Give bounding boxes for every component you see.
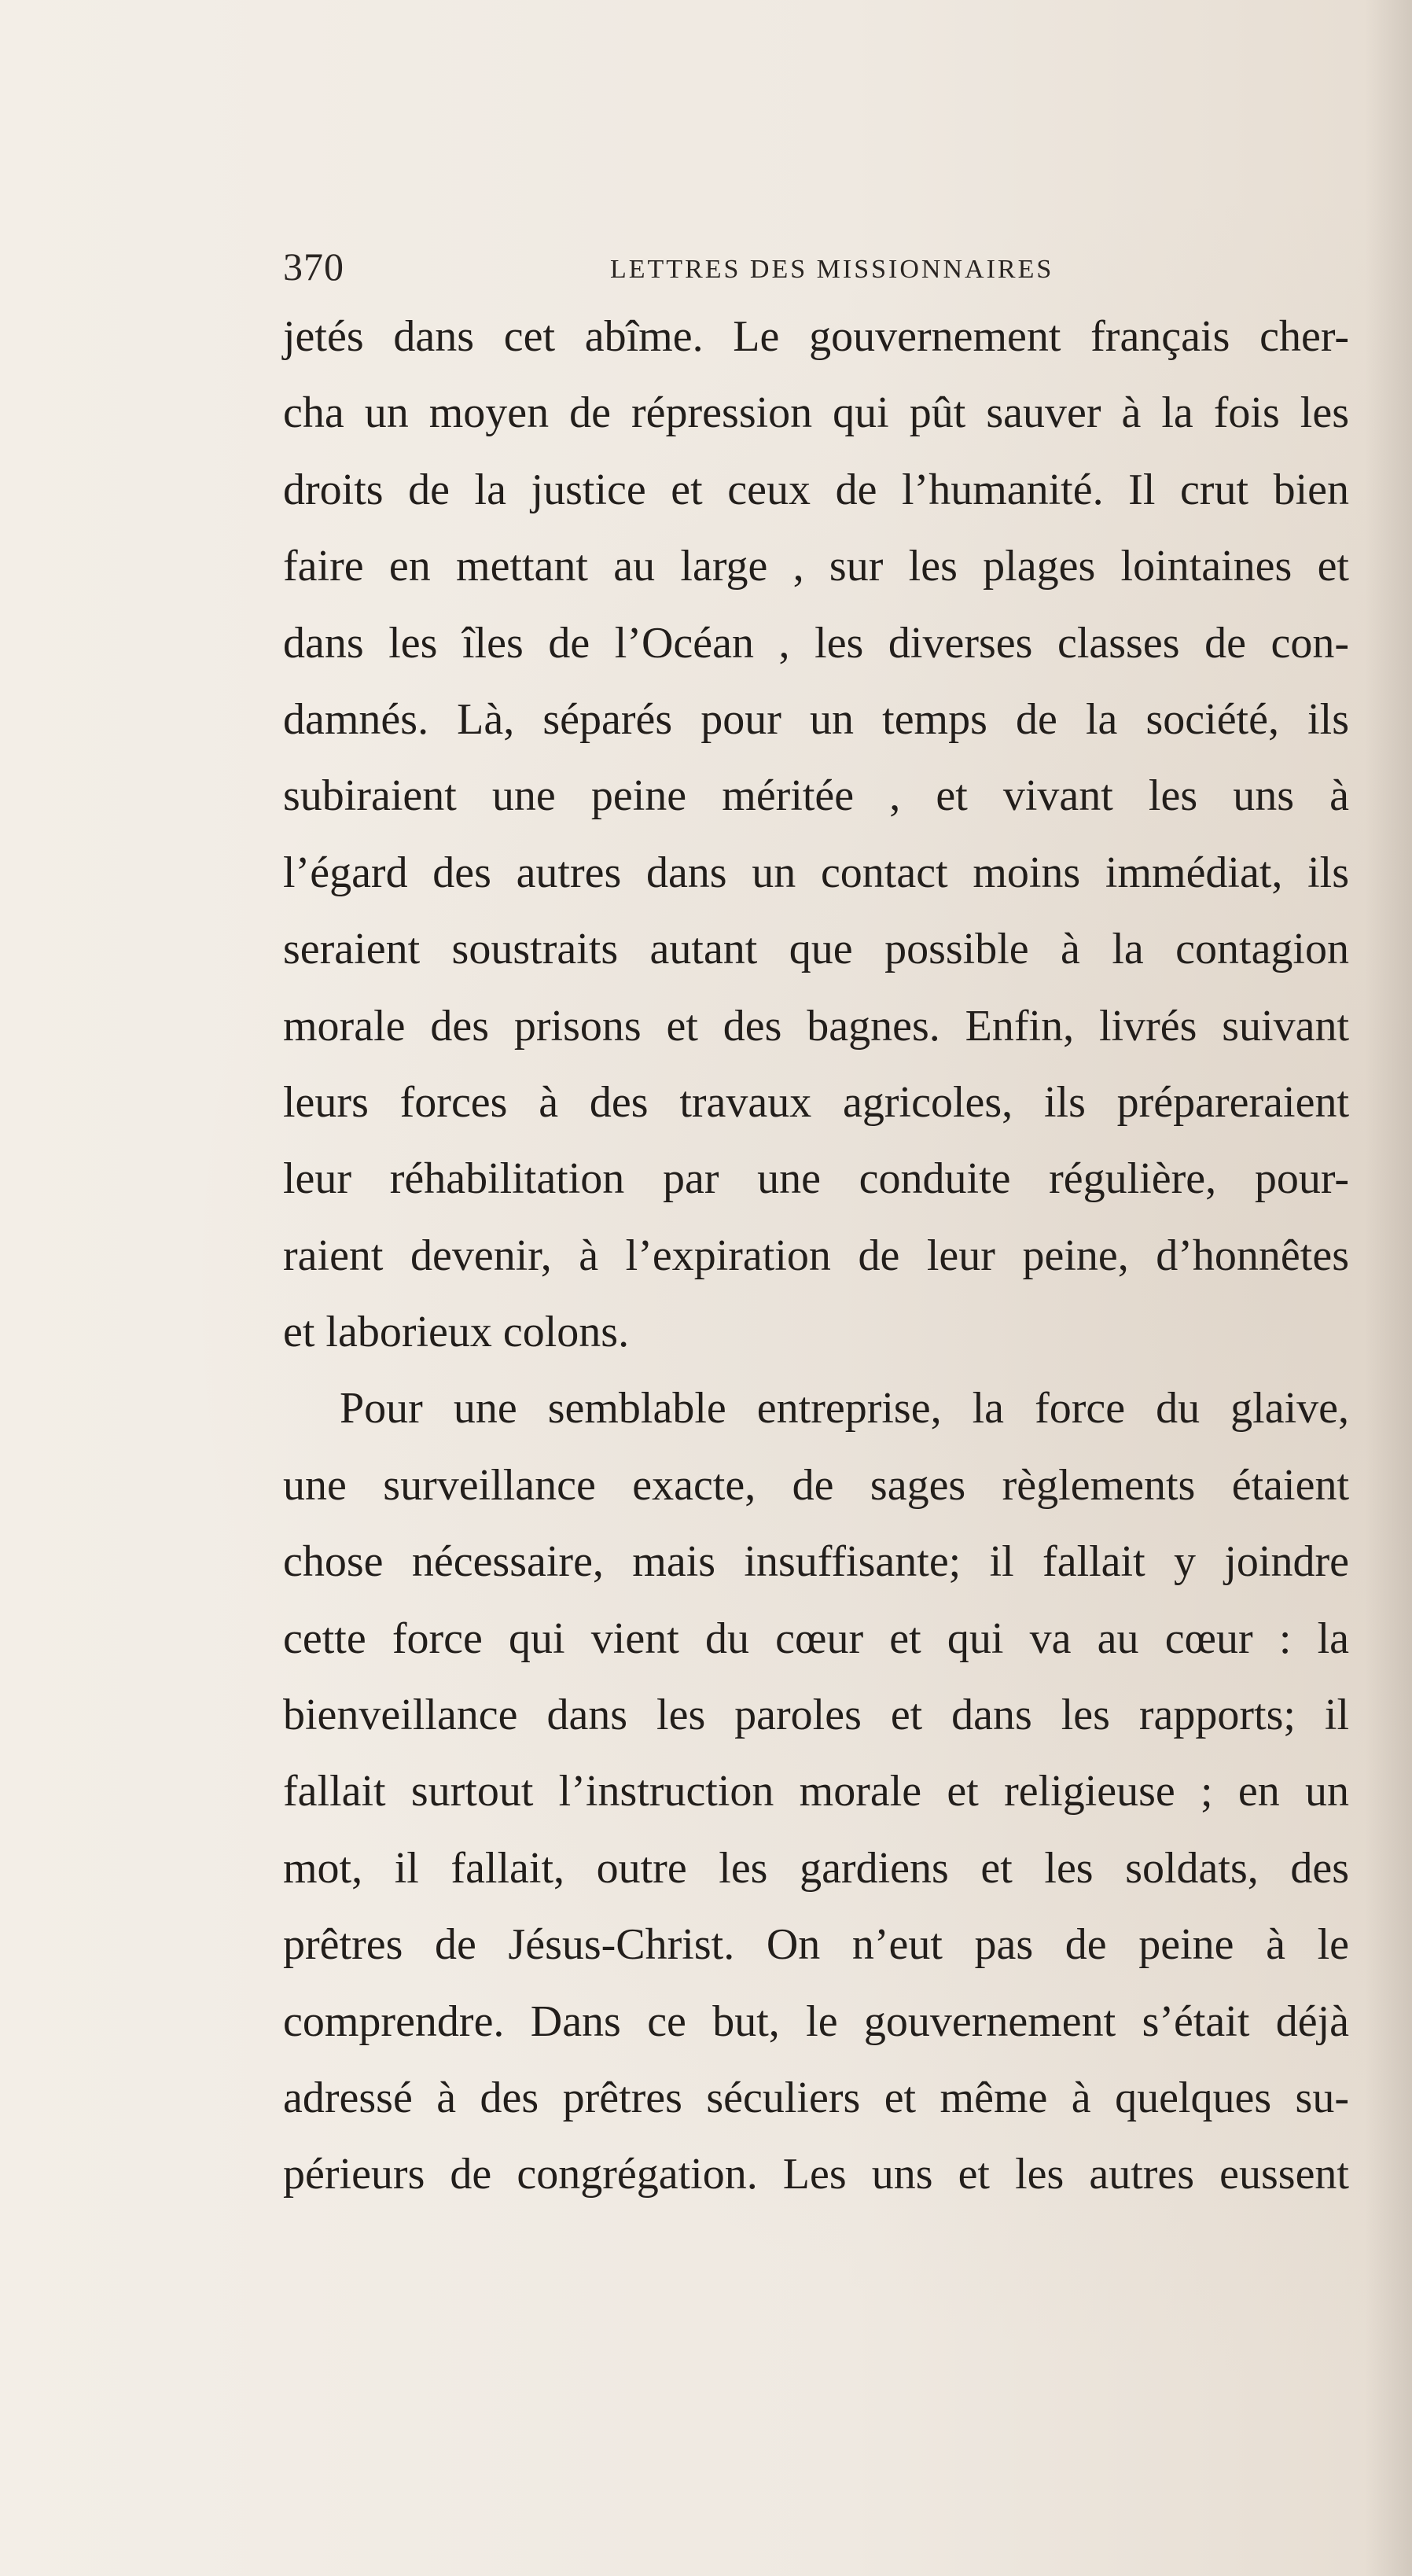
text-line: l’égard des autres dans un contact moins immédiat, ils [283,848,1349,897]
text-line: raient devenir, à l’expiration de leur peine, d’honnêtes [283,1231,1349,1280]
text-line: chose nécessaire, mais insuffisante; il fallait y joindre [283,1537,1349,1587]
text-line: comprendre. Dans ce but, le gouvernement s’était déjà [283,1996,1349,2046]
page-header [283,244,1337,291]
text-line: faire en mettant au large , sur les plages lointaines et [283,542,1349,591]
text-line: adressé à des prêtres séculiers et même à quelques su- [283,2073,1349,2122]
page-edge-shadow [1365,0,1412,2576]
text-line: seraient soustraits autant que possible à la contagion [283,925,1349,974]
text-line: mot, il fallait, outre les gardiens et les soldats, des [283,1843,1349,1893]
page-number: 370 [283,245,344,289]
body-text [283,299,1349,2214]
text-line: cette force qui vient du cœur et qui va au cœur : la [283,1614,1349,1663]
text-line: jetés dans cet abîme. Le gouvernement français cher- [283,312,1349,361]
text-line: prêtres de Jésus-Christ. On n’eut pas de peine à le [283,1920,1349,1970]
text-line: périeurs de congrégation. Les uns et les autres eussent [283,2150,1349,2199]
text-line: damnés. Là, séparés pour un temps de la société, ils [283,694,1349,744]
text-line: bienveillance dans les paroles et dans les rapports; il [283,1691,1349,1740]
text-line: droits de la justice et ceux de l’humanité. Il crut bien [283,465,1349,514]
text-line: morale des prisons et des bagnes. Enfin, livrés suivant [283,1001,1349,1051]
text-line: et laborieux colons. [283,1308,630,1357]
text-line: subiraient une peine méritée , et vivant les uns à [283,771,1349,821]
text-line: leurs forces à des travaux agricoles, ils prépareraient [283,1077,1349,1127]
text-line: leur réhabilitation par une conduite régulière, pour- [283,1154,1349,1204]
text-line: fallait surtout l’instruction morale et religieuse ; en un [283,1767,1349,1816]
text-line: dans les îles de l’Océan , les diverses classes de con- [283,618,1349,668]
text-line: Pour une semblable entreprise, la force du glaive, [340,1384,1349,1433]
text-line: une surveillance exacte, de sages règlements étaient [283,1460,1349,1510]
running-head: LETTRES DES MISSIONNAIRES [610,255,1054,284]
text-line: cha un moyen de répression qui pût sauver à la fois les [283,388,1349,438]
